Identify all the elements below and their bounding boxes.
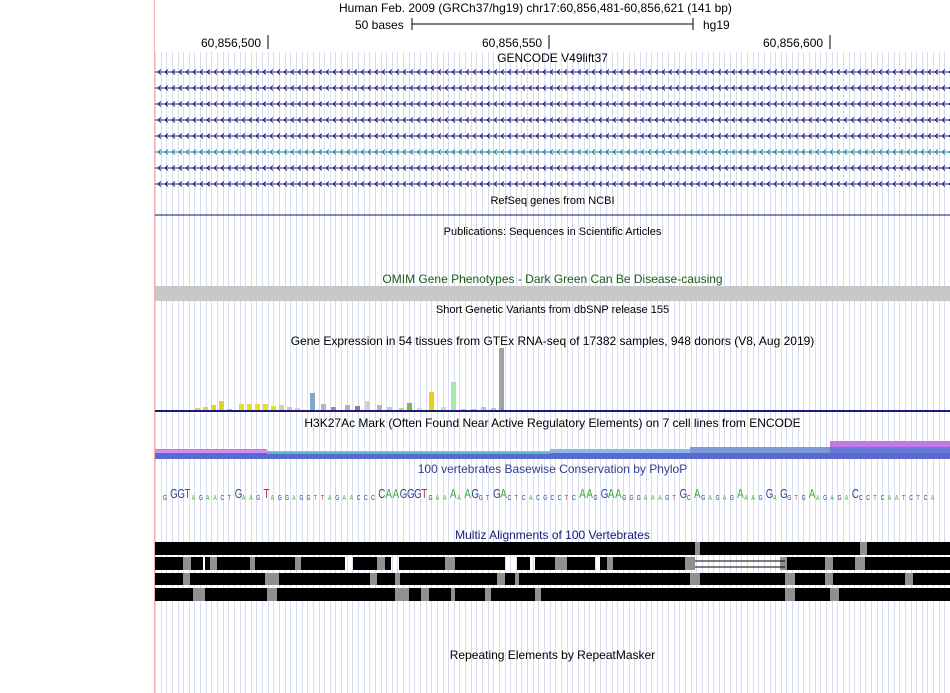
phylop-base-letter: T bbox=[485, 494, 490, 503]
phylop-base-letter: A bbox=[500, 487, 507, 502]
alignment-block bbox=[255, 557, 295, 570]
phylop-base-letter: C bbox=[378, 487, 386, 502]
phylop-base-letter: G bbox=[406, 487, 415, 502]
phylop-base-letter: G bbox=[306, 494, 311, 503]
alignment-block bbox=[491, 588, 535, 601]
ruler-tick-1: 60,856,500 bbox=[201, 36, 262, 50]
phylop-base-letter: G bbox=[780, 487, 788, 502]
alignment-gap-block bbox=[370, 573, 377, 585]
gtex-tissue-bar bbox=[263, 404, 268, 410]
phylop-base-letter: A bbox=[442, 494, 447, 503]
phylop-base-letter: A bbox=[744, 494, 748, 503]
phylop-base-letter: G bbox=[765, 487, 774, 502]
phylop-base-letter: T bbox=[916, 494, 920, 503]
phylop-base-letter: G bbox=[801, 494, 806, 503]
phylop-base-letter: G bbox=[335, 494, 340, 503]
phylop-title[interactable]: 100 vertebrates Basewise Conservation by PhyloP bbox=[417, 462, 688, 476]
alignment-block bbox=[519, 573, 690, 585]
phylop-base-letter: G bbox=[729, 494, 734, 503]
alignment-block bbox=[155, 557, 183, 570]
omim-gene-bar[interactable] bbox=[155, 286, 950, 301]
phylop-base-letter: C bbox=[507, 494, 512, 503]
phylop-base-letter: G bbox=[679, 487, 688, 502]
alignment-gap-block bbox=[830, 588, 839, 601]
phylop-base-letter: G bbox=[256, 494, 261, 503]
gtex-tissue-bar bbox=[377, 405, 382, 410]
gtex-tissue-bar bbox=[310, 393, 315, 410]
gencode-transcripts[interactable] bbox=[155, 70, 950, 187]
phylop-base-letter: G bbox=[493, 487, 501, 502]
track-labels-column bbox=[0, 0, 154, 693]
phylop-base-letter: G bbox=[665, 494, 670, 503]
alignment-gap-block bbox=[210, 557, 217, 570]
alignment-block bbox=[795, 588, 830, 601]
ruler bbox=[268, 18, 830, 49]
alignment-gap-block bbox=[535, 588, 541, 601]
gtex-tissue-bar bbox=[365, 401, 370, 410]
alignment-gap-block bbox=[690, 573, 700, 585]
alignment-block bbox=[600, 557, 607, 570]
phylop-base-letter: G bbox=[277, 494, 282, 503]
gtex-tissue-bar bbox=[195, 408, 200, 410]
gtex-tissue-bar bbox=[491, 408, 496, 410]
phylop-base-letter: C bbox=[859, 494, 863, 503]
gencode-transcript-line bbox=[155, 166, 950, 171]
phylop-base-letter: G bbox=[636, 494, 641, 503]
alignment-block bbox=[155, 573, 183, 585]
multiz-row-dog bbox=[155, 573, 950, 585]
phylop-base-letter: C bbox=[880, 494, 885, 503]
multiz-alignment-blocks[interactable] bbox=[155, 542, 950, 601]
alignment-block bbox=[455, 588, 485, 601]
alignment-gap-block bbox=[860, 542, 867, 555]
phylop-base-letter: T bbox=[320, 494, 325, 503]
phylop-base-letter: G bbox=[715, 494, 720, 503]
phylop-base-letter: A bbox=[586, 487, 593, 502]
alignment-block bbox=[191, 557, 203, 570]
gtex-tissue-bar bbox=[407, 403, 412, 410]
alignment-gap-block bbox=[395, 588, 409, 601]
gtex-tissue-bar bbox=[387, 407, 392, 410]
alignment-block bbox=[277, 588, 395, 601]
phylop-base-letter: T bbox=[514, 494, 518, 503]
phylop-base-letter: A bbox=[658, 494, 662, 503]
phylop-base-letter: T bbox=[421, 487, 428, 502]
gtex-tissue-bar bbox=[499, 348, 504, 410]
gtex-tissue-bar bbox=[247, 404, 252, 410]
phylop-base-letter: A bbox=[450, 487, 457, 502]
alignment-gap-block bbox=[607, 557, 613, 570]
refseq-title[interactable]: RefSeq genes from NCBI bbox=[490, 195, 615, 207]
phylop-base-letter: C bbox=[866, 494, 871, 503]
alignment-block bbox=[399, 557, 445, 570]
gencode-transcript-line bbox=[155, 86, 950, 91]
gencode-transcript-line bbox=[155, 150, 950, 155]
gencode-transcript-line bbox=[155, 118, 950, 123]
phylop-base-letter: G bbox=[478, 494, 483, 503]
gencode-title[interactable]: GENCODE V49lift37 bbox=[497, 51, 608, 65]
gencode-transcript-line bbox=[155, 182, 950, 187]
phylop-base-letter: G bbox=[428, 494, 433, 503]
phylop-base-letter: A bbox=[241, 494, 246, 503]
alignment-gap-block bbox=[295, 557, 301, 570]
gtex-tissue-bar bbox=[227, 409, 232, 410]
omim-title[interactable]: OMIM Gene Phenotypes - Dark Green Can Be Disease-causing bbox=[382, 272, 723, 286]
phylop-base-letter: T bbox=[564, 494, 569, 503]
alignment-block bbox=[155, 542, 695, 555]
phylop-base-letter: G bbox=[299, 494, 304, 503]
phylop-base-letter: A bbox=[722, 494, 727, 503]
phylop-base-letter: T bbox=[902, 494, 906, 503]
gtex-tissue-bar bbox=[355, 406, 360, 410]
alignment-block bbox=[205, 557, 210, 570]
phylop-base-letter: C bbox=[363, 494, 368, 503]
gencode-transcript-line bbox=[155, 134, 950, 139]
phylop-base-letter: T bbox=[672, 494, 676, 503]
phylop-base-letter: G bbox=[414, 487, 422, 502]
phylop-base-letter: A bbox=[191, 494, 196, 503]
phylop-base-letter: C bbox=[923, 494, 928, 503]
ruler-tick-2: 60,856,550 bbox=[482, 36, 543, 50]
alignment-gap-block bbox=[193, 588, 205, 601]
phylop-base-letter: C bbox=[557, 494, 562, 503]
phylop-base-letter: G bbox=[787, 494, 792, 503]
alignment-block bbox=[839, 588, 950, 601]
alignment-gap-block bbox=[377, 557, 385, 570]
phylop-base-letter: G bbox=[629, 494, 634, 503]
alignment-block bbox=[385, 557, 391, 570]
ruler-tick-3: 60,856,600 bbox=[763, 36, 824, 50]
phylop-base-letter: T bbox=[313, 494, 317, 503]
alignment-gap-block bbox=[265, 573, 279, 585]
phylop-base-letter: A bbox=[435, 494, 440, 503]
alignment-block bbox=[795, 573, 825, 585]
phylop-base-letter: A bbox=[392, 487, 400, 502]
repeatmasker-title[interactable]: Repeating Elements by RepeatMasker bbox=[449, 648, 656, 662]
alignment-block bbox=[567, 557, 595, 570]
alignment-gap-block bbox=[183, 557, 191, 570]
phylop-base-letter: A bbox=[292, 494, 296, 503]
alignment-block bbox=[535, 557, 555, 570]
phylop-base-letter: C bbox=[851, 487, 859, 502]
multiz-row-mouse bbox=[155, 557, 950, 570]
alignment-block bbox=[833, 573, 905, 585]
phylop-base-letter: T bbox=[184, 487, 191, 502]
multiz-title[interactable]: Multiz Alignments of 100 Vertebrates bbox=[455, 528, 650, 542]
phylop-base-letter: G bbox=[234, 487, 243, 502]
phylop-base-letter: C bbox=[371, 494, 375, 503]
gtex-tissue-bar bbox=[295, 408, 300, 410]
track-display-area[interactable] bbox=[155, 0, 950, 693]
phylop-base-letter: T bbox=[794, 494, 798, 503]
alignment-block bbox=[190, 573, 265, 585]
gtex-tissue-bar bbox=[255, 404, 260, 410]
alignment-gap-block bbox=[267, 588, 277, 601]
phylop-base-letter: A bbox=[607, 487, 615, 502]
gtex-tissue-bar bbox=[399, 408, 404, 410]
alignment-gap-block bbox=[825, 557, 833, 570]
alignment-block bbox=[613, 557, 685, 570]
alignment-gap-block bbox=[445, 557, 455, 570]
phylop-base-letter: A bbox=[464, 487, 471, 502]
phylop-base-letter: G bbox=[177, 487, 185, 502]
phylop-base-letter: A bbox=[579, 487, 586, 502]
gtex-tissue-bar bbox=[429, 392, 434, 410]
alignment-gap-block bbox=[183, 573, 190, 585]
gtex-tissue-bar bbox=[441, 407, 446, 410]
alignment-block bbox=[517, 557, 530, 570]
alignment-block bbox=[409, 588, 421, 601]
phylop-base-letter: A bbox=[708, 494, 712, 503]
phylop-base-letter: A bbox=[206, 494, 210, 503]
alignment-gap-block bbox=[515, 573, 519, 585]
phylop-base-letter: A bbox=[650, 494, 655, 503]
alignment-block bbox=[867, 542, 950, 555]
alignment-gap-block bbox=[395, 573, 400, 585]
gtex-tissue-bar bbox=[279, 405, 284, 410]
phylop-base-letter: A bbox=[385, 487, 392, 502]
phylop-base-letter: C bbox=[909, 494, 914, 503]
scale-db: hg19 bbox=[703, 18, 730, 32]
alignment-block bbox=[787, 557, 825, 570]
alignment-gap-block bbox=[780, 557, 787, 570]
phylop-base-letter: G bbox=[600, 487, 609, 502]
alignment-block bbox=[541, 588, 785, 601]
alignment-block bbox=[217, 557, 250, 570]
phylop-base-letter: G bbox=[593, 494, 598, 503]
gtex-tissue-bar bbox=[461, 409, 466, 410]
phylop-base-letter: A bbox=[270, 494, 275, 503]
alignment-block bbox=[429, 588, 451, 601]
phylop-base-letter: A bbox=[844, 494, 849, 503]
alignment-block bbox=[833, 557, 855, 570]
alignment-block bbox=[353, 557, 377, 570]
phylop-base-letter: A bbox=[457, 494, 461, 503]
phylop-conservation-logo[interactable] bbox=[163, 488, 935, 502]
phylop-base-letter: T bbox=[227, 494, 231, 503]
gtex-tissue-bar bbox=[321, 404, 326, 410]
alignment-block bbox=[700, 542, 860, 555]
alignment-gap-block bbox=[905, 573, 913, 585]
gencode-transcript-line bbox=[155, 70, 950, 75]
phylop-base-letter: A bbox=[894, 494, 899, 503]
dbsnp-title[interactable]: Short Genetic Variants from dbSNP release 155 bbox=[435, 304, 670, 316]
phylop-base-letter: C bbox=[536, 494, 540, 503]
alignment-block bbox=[205, 588, 267, 601]
assembly-position-text: Human Feb. 2009 (GRCh37/hg19) chr17:60,856,481-60,856,621 (141 bp) bbox=[339, 1, 732, 15]
alignment-block bbox=[400, 573, 497, 585]
gtex-tissue-bar bbox=[451, 382, 456, 410]
gtex-tissue-bar bbox=[271, 406, 276, 410]
phylop-base-letter: A bbox=[349, 494, 354, 503]
alignment-block bbox=[377, 573, 395, 585]
publications-title[interactable]: Publications: Sequences in Scientific Articles bbox=[443, 226, 662, 238]
phylop-base-letter: T bbox=[263, 487, 270, 502]
alignment-block bbox=[279, 573, 370, 585]
alignment-block bbox=[155, 588, 193, 601]
phylop-base-letter: A bbox=[328, 494, 332, 503]
alignment-gap-block bbox=[250, 557, 255, 570]
gencode-transcript-line bbox=[155, 102, 950, 107]
phylop-base-letter: A bbox=[737, 487, 744, 502]
phylop-base-letter: C bbox=[220, 494, 225, 503]
alignment-block bbox=[301, 557, 345, 570]
alignment-gap-block bbox=[497, 573, 505, 585]
alignment-gap-block bbox=[485, 588, 491, 601]
gtex-tissue-bar bbox=[345, 405, 350, 410]
phylop-base-letter: G bbox=[399, 487, 408, 502]
alignment-gap-block bbox=[451, 588, 455, 601]
alignment-gap-block bbox=[695, 542, 700, 555]
phylop-base-letter: A bbox=[772, 494, 777, 503]
phylop-base-letter: A bbox=[615, 487, 622, 502]
alignment-block bbox=[913, 573, 950, 585]
gtex-tissue-bar bbox=[203, 407, 208, 410]
phylop-base-letter: C bbox=[686, 494, 691, 503]
alignment-block bbox=[865, 557, 950, 570]
phylop-base-letter: A bbox=[342, 494, 346, 503]
gtex-title[interactable]: Gene Expression in 54 tissues from GTEx RNA-seq of 17382 samples, 948 donors (V8, Aug 2019) bbox=[290, 334, 815, 348]
gtex-tissue-bar bbox=[331, 407, 336, 410]
phylop-base-letter: C bbox=[521, 494, 526, 503]
phylop-base-letter: C bbox=[572, 494, 576, 503]
phylop-base-letter: A bbox=[528, 494, 533, 503]
gtex-tissue-bar bbox=[239, 404, 244, 410]
gtex-tissue-bar bbox=[481, 407, 486, 410]
phylop-base-letter: C bbox=[550, 494, 555, 503]
phylop-base-letter: A bbox=[887, 494, 892, 503]
alignment-gap-block bbox=[855, 557, 865, 570]
gtex-expression-bars[interactable] bbox=[195, 348, 504, 410]
phylop-base-letter: G bbox=[543, 494, 548, 503]
alignment-block bbox=[505, 573, 515, 585]
alignment-block bbox=[700, 573, 785, 585]
phylop-base-letter: A bbox=[694, 487, 701, 502]
phylop-base-letter: T bbox=[873, 494, 877, 503]
multiz-row-elephant bbox=[155, 588, 950, 601]
alignment-gap-block bbox=[785, 588, 795, 601]
phylop-base-letter: A bbox=[808, 487, 816, 502]
phylop-base-letter: A bbox=[643, 494, 648, 503]
phylop-base-letter: C bbox=[356, 494, 361, 503]
phylop-base-letter: A bbox=[816, 494, 820, 503]
phylop-base-letter: G bbox=[198, 494, 203, 503]
gtex-tissue-bar bbox=[219, 401, 224, 410]
alignment-block bbox=[455, 557, 505, 570]
h3k27ac-title[interactable]: H3K27Ac Mark (Often Found Near Active Regulatory Elements) on 7 cell lines from ENCODE bbox=[304, 416, 801, 430]
phylop-base-letter: G bbox=[471, 487, 480, 502]
alignment-gap-block bbox=[555, 557, 567, 570]
alignment-gap-block bbox=[685, 557, 695, 570]
gtex-tissue-bar bbox=[211, 405, 216, 410]
alignment-gap-block bbox=[825, 573, 833, 585]
alignment-gap-block bbox=[785, 573, 795, 585]
multiz-row-rhesus bbox=[155, 542, 950, 555]
gtex-tissue-bar bbox=[471, 409, 476, 410]
phylop-base-letter: A bbox=[751, 494, 755, 503]
phylop-base-letter: G bbox=[758, 494, 763, 503]
phylop-base-letter: A bbox=[830, 494, 834, 503]
gtex-tissue-bar bbox=[417, 408, 422, 410]
scale-text: 50 bases bbox=[355, 18, 404, 32]
phylop-base-letter: G bbox=[823, 494, 828, 503]
phylop-base-letter: G bbox=[170, 487, 178, 502]
h3k27ac-signal[interactable] bbox=[155, 441, 950, 459]
gtex-tissue-bar bbox=[287, 407, 292, 410]
alignment-gap-block bbox=[421, 588, 429, 601]
phylop-base-letter: G bbox=[163, 494, 168, 503]
phylop-base-letter: A bbox=[213, 494, 217, 503]
phylop-base-letter: A bbox=[249, 494, 253, 503]
phylop-base-letter: G bbox=[837, 494, 842, 503]
phylop-base-letter: A bbox=[930, 494, 935, 503]
phylop-base-letter: G bbox=[701, 494, 706, 503]
phylop-base-letter: G bbox=[284, 494, 290, 503]
phylop-base-letter: G bbox=[622, 494, 627, 503]
